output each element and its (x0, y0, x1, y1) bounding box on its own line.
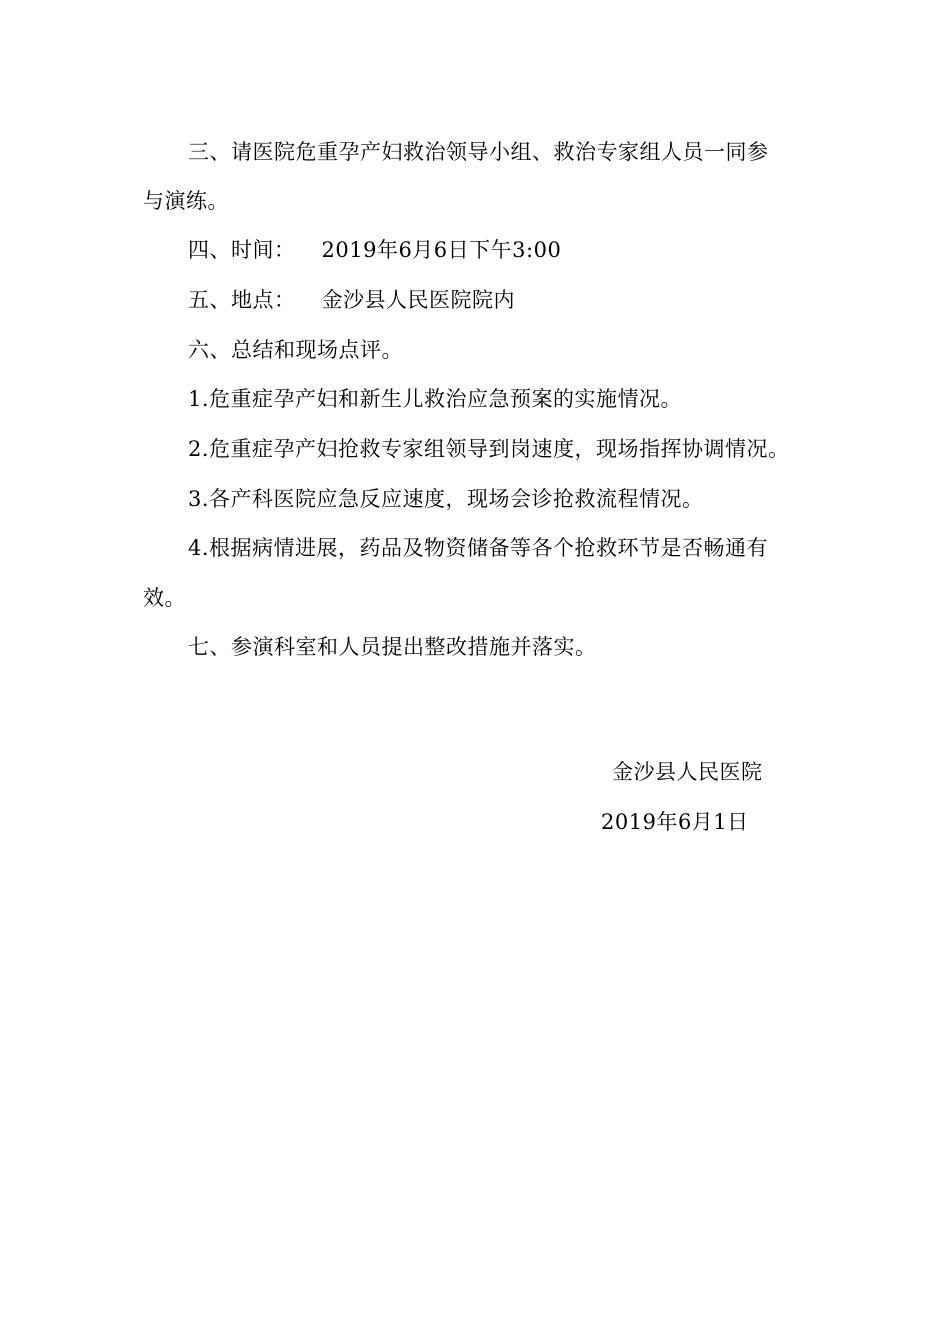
sub-item-4-line-1: 4.根据病情进展，药品及物资储备等各个抢救环节是否畅通有 (188, 536, 769, 560)
item-7: 七、参演科室和人员提出整改措施并落实。 (188, 635, 597, 659)
sub-item-2: 2.危重症孕产妇抢救专家组领导到岗速度，现场指挥协调情况。 (188, 437, 790, 461)
item-5-label: 五、地点： (188, 288, 296, 312)
sub-item-1: 1.危重症孕产妇和新生儿救治应急预案的实施情况。 (188, 387, 683, 411)
item-5-location (188, 285, 515, 315)
item-3-line-1: 三、请医院危重孕产妇救治领导小组、救治专家组人员一同参 (188, 140, 769, 164)
item-5-value: 金沙县人民医院院内 (321, 288, 515, 312)
sub-item-4-line-2: 效。 (143, 586, 186, 610)
item-4-time (188, 235, 561, 265)
item-4-label: 四、时间： (188, 238, 296, 262)
sub-item-3: 3.各产科医院应急反应速度，现场会诊抢救流程情况。 (188, 487, 704, 511)
signature-date: 2019年6月1日 (601, 810, 749, 834)
item-3-line-2: 与演练。 (143, 189, 229, 213)
item-4-value: 2019年6月6日下午3:00 (321, 238, 562, 262)
item-6: 六、总结和现场点评。 (188, 338, 403, 362)
signature-organization: 金沙县人民医院 (612, 760, 763, 784)
